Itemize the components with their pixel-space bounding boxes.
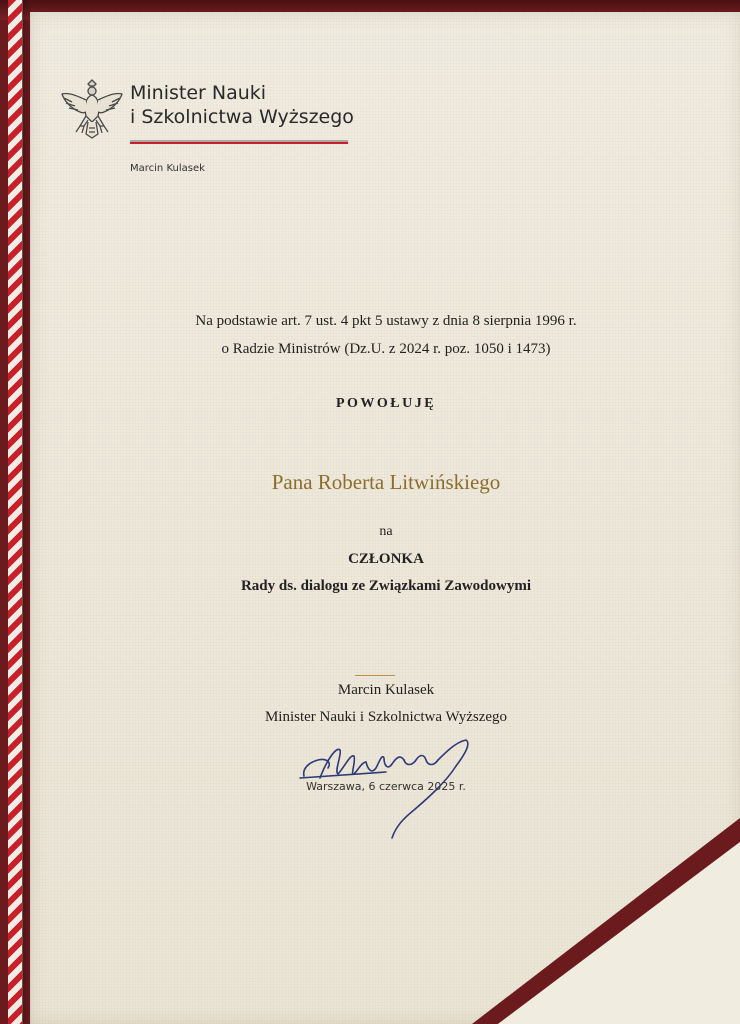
ministry-name-line2: i Szkolnictwa Wyższego: [130, 106, 354, 128]
signer-title: Minister Nauki i Szkolnictwa Wyższego: [264, 709, 508, 725]
appointee-name: Pana Roberta Litwińskiego: [271, 470, 501, 494]
handwritten-signature: [296, 732, 486, 842]
place-and-date: Warszawa, 6 czerwca 2025 r.: [306, 780, 466, 793]
legal-basis-line1: Na podstawie art. 7 ust. 4 pkt 5 ustawy z dnia 8 sierpnia 1996 r.: [195, 313, 577, 329]
legal-basis-line2: o Radzie Ministrów (Dz.U. z 2024 r. poz. 1050 i 1473): [221, 341, 551, 357]
polish-eagle-icon: [58, 78, 126, 146]
cord-shadow: [22, 0, 32, 1024]
council-name: Rady ds. dialogu ze Związkami Zawodowymi: [240, 578, 532, 594]
header-minister-name: Marcin Kulasek: [130, 163, 205, 174]
brand-divider: [130, 140, 348, 144]
ministry-name-line1: Minister Nauki: [130, 82, 267, 104]
appointed-role: CZŁONKA: [348, 551, 424, 567]
appointment-word: POWOŁUJĘ: [335, 396, 437, 411]
preposition: na: [379, 524, 393, 539]
red-white-cord: [8, 0, 23, 1024]
signer-name: Marcin Kulasek: [337, 682, 435, 698]
ministry-name: [130, 81, 354, 129]
signature-divider: [355, 675, 395, 676]
